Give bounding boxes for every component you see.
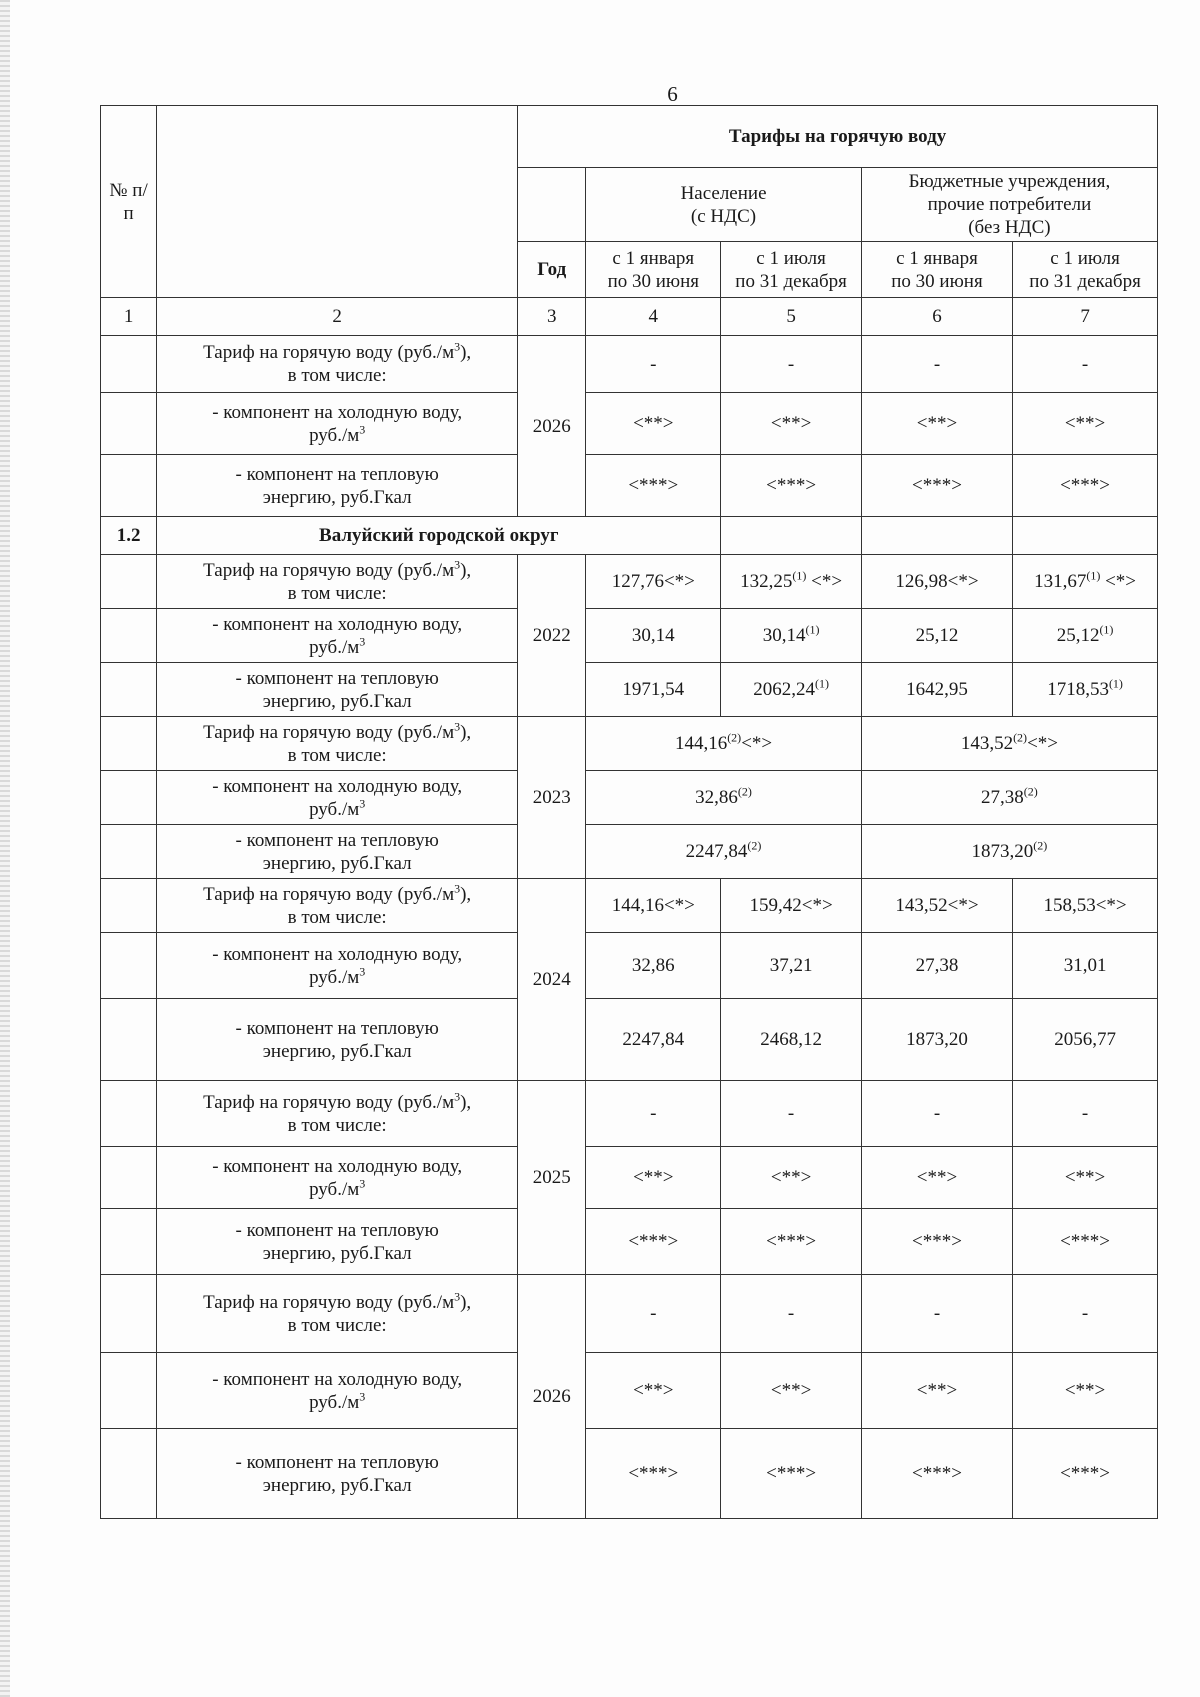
value-cell: - (1013, 336, 1158, 393)
value-cell: 143,52<*> (861, 879, 1012, 933)
year-cell: 2022 (518, 555, 586, 717)
value-cell: - (721, 1275, 862, 1353)
num-cell (101, 336, 157, 393)
value-cell: 1873,20 (861, 999, 1012, 1081)
value-cell: 127,76<*> (586, 555, 721, 609)
page-number: 6 (667, 82, 678, 106)
value-cell: 32,86$^{(2)}$ (586, 771, 862, 825)
value-cell: 2062,24$^{(1)}$ (721, 663, 862, 717)
num-cell (101, 393, 157, 455)
row-label-heat: - компонент на тепловую энергию, руб.Гкал (157, 455, 518, 517)
row-label-tariff: Тариф на горячую воду $(руб./м^3)$, в том числе: (157, 879, 518, 933)
table-row (101, 825, 1158, 879)
value-cell: <**> (586, 393, 721, 455)
value-cell: <**> (721, 393, 862, 455)
value-cell: <**> (861, 1147, 1012, 1209)
num-cell (101, 999, 157, 1081)
value-cell: 32,86 (586, 933, 721, 999)
col-num: 3 (518, 298, 586, 336)
year-cell: 2025 (518, 1081, 586, 1275)
value-cell: - (721, 1081, 862, 1147)
column-number-row (101, 298, 1158, 336)
table-row (101, 393, 1158, 455)
value-cell: 30,14 (586, 609, 721, 663)
section-row (101, 517, 1158, 555)
section-number: 1.2 (101, 517, 157, 555)
tariffs-title: Тарифы на горячую воду (518, 106, 1158, 168)
year-header: Год (518, 242, 586, 298)
num-header: № п/п (101, 106, 157, 298)
value-cell: <**> (586, 1353, 721, 1429)
value-cell: <***> (1013, 1429, 1158, 1519)
row-label-cold: - компонент на холодную воду, $руб./м^3$ (157, 393, 518, 455)
col-num: 7 (1013, 298, 1158, 336)
num-cell (101, 555, 157, 609)
row-label-cold: - компонент на холодную воду, $руб./м^3$ (157, 933, 518, 999)
value-cell: <***> (861, 1429, 1012, 1519)
value-cell: <***> (586, 455, 721, 517)
table-row (101, 933, 1158, 999)
value-cell: 27,38 (861, 933, 1012, 999)
row-label-tariff: Тариф на горячую воду $(руб./м^3)$, в том числе: (157, 555, 518, 609)
table-row (101, 555, 1158, 609)
group-population: Население (с НДС) (586, 168, 862, 242)
row-label-heat: - компонент на тепловую энергию, руб.Гкал (157, 663, 518, 717)
value-cell: - (861, 1275, 1012, 1353)
row-label-tariff: Тариф на горячую воду $(руб./м^3)$, в том числе: (157, 1081, 518, 1147)
num-cell (101, 1275, 157, 1353)
value-cell: $144,16^{(2)}<*>$ (586, 717, 862, 771)
period-h1-budget: с 1 января по 30 июня (861, 242, 1012, 298)
value-cell: 2247,84$^{(2)}$ (586, 825, 862, 879)
num-cell (101, 609, 157, 663)
header-blank (518, 168, 586, 242)
year-cell: 2026 (518, 1275, 586, 1519)
period-h2-pop: с 1 июля по 31 декабря (721, 242, 862, 298)
value-cell: <***> (586, 1429, 721, 1519)
row-label-cold: - компонент на холодную воду, $руб./м^3$ (157, 771, 518, 825)
year-cell: 2026 (518, 336, 586, 517)
value-cell: <**> (861, 393, 1012, 455)
value-cell: 159,42<*> (721, 879, 862, 933)
value-cell (861, 517, 1012, 555)
table-row (101, 1429, 1158, 1519)
row-label-tariff: Тариф на горячую воду $(руб./м^3)$, в том числе: (157, 1275, 518, 1353)
value-cell: $132,25^{(1)}$ <*> (721, 555, 862, 609)
table-row (101, 1275, 1158, 1353)
table-row (101, 771, 1158, 825)
value-cell: 144,16<*> (586, 879, 721, 933)
col-num: 1 (101, 298, 157, 336)
col-num: 4 (586, 298, 721, 336)
value-cell: 126,98<*> (861, 555, 1012, 609)
num-cell (101, 717, 157, 771)
value-cell: <***> (861, 455, 1012, 517)
table-row (101, 663, 1158, 717)
num-cell (101, 933, 157, 999)
value-cell: 25,12 (861, 609, 1012, 663)
year-cell: 2023 (518, 717, 586, 879)
value-cell: 25,12$^{(1)}$ (1013, 609, 1158, 663)
value-cell: <**> (721, 1353, 862, 1429)
table-row (101, 336, 1158, 393)
value-cell: <**> (1013, 1147, 1158, 1209)
value-cell: <**> (861, 1353, 1012, 1429)
num-cell (101, 663, 157, 717)
scan-edge (0, 0, 10, 1697)
table-row (101, 879, 1158, 933)
value-cell: <***> (1013, 455, 1158, 517)
value-cell: 2056,77 (1013, 999, 1158, 1081)
num-cell (101, 1353, 157, 1429)
desc-header (157, 106, 518, 298)
num-cell (101, 1429, 157, 1519)
value-cell: <**> (1013, 393, 1158, 455)
value-cell: <***> (721, 1429, 862, 1519)
row-label-cold: - компонент на холодную воду, $руб./м^3$ (157, 609, 518, 663)
value-cell: 1718,53$^{(1)}$ (1013, 663, 1158, 717)
header-row-1 (101, 106, 1158, 168)
row-label-tariff: Тариф на горячую воду $(руб./м^3)$, в том числе: (157, 336, 518, 393)
num-cell (101, 771, 157, 825)
col-num: 2 (157, 298, 518, 336)
section-title: Валуйский городской округ (157, 517, 721, 555)
value-cell: 158,53<*> (1013, 879, 1158, 933)
row-label-heat: - компонент на тепловую энергию, руб.Гкал (157, 999, 518, 1081)
year-cell: 2024 (518, 879, 586, 1081)
row-label-heat: - компонент на тепловую энергию, руб.Гкал (157, 1429, 518, 1519)
value-cell: <***> (861, 1209, 1012, 1275)
group-budget: Бюджетные учреждения, прочие потребители (без НДС) (861, 168, 1157, 242)
value-cell: - (721, 336, 862, 393)
value-cell (721, 517, 862, 555)
period-h1-pop: с 1 января по 30 июня (586, 242, 721, 298)
value-cell: <***> (586, 1209, 721, 1275)
value-cell: <***> (721, 455, 862, 517)
value-cell: $131,67^{(1)}$ <*> (1013, 555, 1158, 609)
value-cell: - (1013, 1081, 1158, 1147)
value-cell: <***> (721, 1209, 862, 1275)
num-cell (101, 879, 157, 933)
table-row (101, 609, 1158, 663)
value-cell: $143,52^{(2)}<*>$ (861, 717, 1157, 771)
table-row (101, 1147, 1158, 1209)
row-label-cold: - компонент на холодную воду, $руб./м^3$ (157, 1353, 518, 1429)
row-label-cold: - компонент на холодную воду, $руб./м^3$ (157, 1147, 518, 1209)
value-cell: 37,21 (721, 933, 862, 999)
value-cell: <**> (1013, 1353, 1158, 1429)
value-cell: - (586, 336, 721, 393)
table-row (101, 999, 1158, 1081)
value-cell: 27,38$^{(2)}$ (861, 771, 1157, 825)
value-cell: 2468,12 (721, 999, 862, 1081)
num-cell (101, 825, 157, 879)
value-cell: 30,14$^{(1)}$ (721, 609, 862, 663)
num-cell (101, 1081, 157, 1147)
num-cell (101, 1209, 157, 1275)
value-cell: 31,01 (1013, 933, 1158, 999)
value-cell: - (1013, 1275, 1158, 1353)
table-row (101, 1353, 1158, 1429)
col-num: 5 (721, 298, 862, 336)
period-h2-budget: с 1 июля по 31 декабря (1013, 242, 1158, 298)
value-cell: - (861, 336, 1012, 393)
value-cell: 2247,84 (586, 999, 721, 1081)
value-cell (1013, 517, 1158, 555)
col-num: 6 (861, 298, 1012, 336)
value-cell: 1873,20$^{(2)}$ (861, 825, 1157, 879)
value-cell: 1971,54 (586, 663, 721, 717)
table-row (101, 717, 1158, 771)
num-cell (101, 455, 157, 517)
row-label-heat: - компонент на тепловую энергию, руб.Гкал (157, 1209, 518, 1275)
value-cell: - (586, 1081, 721, 1147)
value-cell: <**> (721, 1147, 862, 1209)
value-cell: 1642,95 (861, 663, 1012, 717)
table-row (101, 1081, 1158, 1147)
table-row (101, 455, 1158, 517)
value-cell: - (861, 1081, 1012, 1147)
row-label-heat: - компонент на тепловую энергию, руб.Гкал (157, 825, 518, 879)
tariff-table (100, 105, 1158, 1519)
row-label-tariff: Тариф на горячую воду $(руб./м^3)$, в том числе: (157, 717, 518, 771)
value-cell: <***> (1013, 1209, 1158, 1275)
value-cell: - (586, 1275, 721, 1353)
num-cell (101, 1147, 157, 1209)
value-cell: <**> (586, 1147, 721, 1209)
table-row (101, 1209, 1158, 1275)
